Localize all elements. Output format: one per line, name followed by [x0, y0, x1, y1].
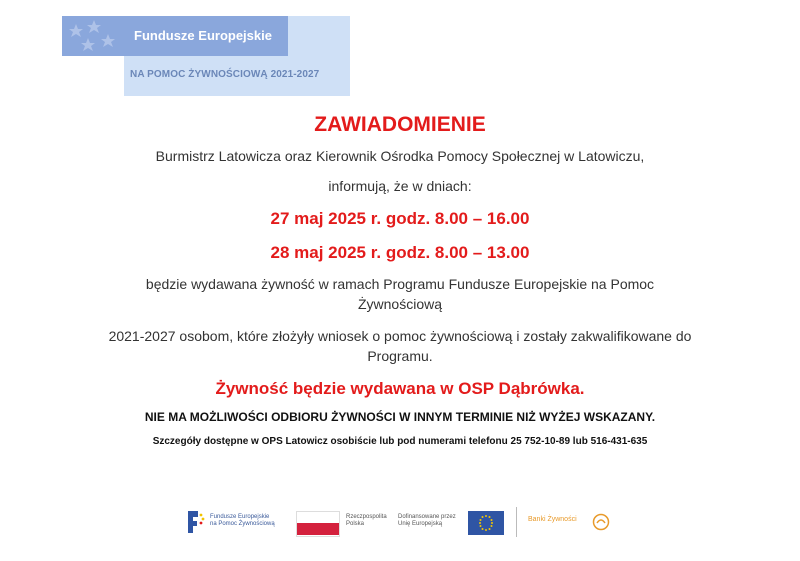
- eu-flag-icon: [468, 511, 504, 535]
- date-2: 28 maj 2025 r. godz. 8.00 – 13.00: [270, 243, 530, 262]
- fe-text-line-2: na Pomoc Żywnościową: [210, 521, 275, 527]
- banki-zywnosci-icon: [592, 513, 610, 531]
- eu-stars-icon: [62, 16, 122, 56]
- location-text: Żywność będzie wydawana w OSP Dąbrówka.: [215, 379, 585, 398]
- fe-logo-icon: [186, 509, 206, 535]
- paragraph-2b: Programu.: [367, 348, 433, 364]
- ue-text-line-1: Dofinansowane przez: [398, 514, 456, 520]
- date-1: 27 maj 2025 r. godz. 8.00 – 16.00: [270, 209, 530, 228]
- notice-heading: ZAWIADOMIENIE: [314, 113, 486, 136]
- logo-band-right: [288, 16, 350, 56]
- paragraph-1b: Żywnościową: [357, 296, 443, 312]
- banki-zywnosci-text: Banki Żywności: [528, 516, 577, 523]
- notice-line-1: Burmistrz Latowicza oraz Kierownik Ośrodka Pomocy Społecznej w Latowiczu,: [155, 148, 645, 164]
- fe-text-line-1: Fundusze Europejskie: [210, 514, 270, 520]
- paragraph-1a: będzie wydawana żywność w ramach Programu Fundusze Europejskie na Pomoc: [145, 276, 655, 292]
- details-text: Szczegóły dostępne w OPS Latowicz osobiście lub pod numerami telefonu 25 752-10-89 lub 516-431-635: [152, 436, 648, 447]
- pl-logo-text: [346, 514, 387, 528]
- footer-logos: [186, 505, 616, 539]
- pl-text-line-1: Rzeczpospolita: [346, 514, 387, 520]
- footer-divider: [516, 507, 517, 537]
- ue-text-line-2: Unię Europejską: [398, 521, 443, 527]
- ue-logo-text: [398, 514, 456, 528]
- fe-logo-text: [210, 514, 275, 528]
- warning-text: NIE MA MOŻLIWOŚCI ODBIORU ŻYWNOŚCI W INNYM TERMINIE NIŻ WYŻEJ WSKAZANY.: [144, 410, 656, 424]
- paragraph-2a: 2021-2027 osobom, które złożyły wniosek o pomoc żywnościową i zostały zakwalifikowane do: [108, 328, 692, 344]
- notice-body: [40, 110, 760, 450]
- polish-flag-icon: [296, 511, 340, 537]
- logo-title: Fundusze Europejskie: [134, 28, 272, 43]
- pl-text-line-2: Polska: [346, 521, 365, 527]
- notice-line-2: informują, że w dniach:: [328, 178, 472, 194]
- fe-header-logo: [62, 16, 350, 96]
- logo-subtitle: NA POMOC ŻYWNOŚCIOWĄ 2021-2027: [130, 69, 320, 80]
